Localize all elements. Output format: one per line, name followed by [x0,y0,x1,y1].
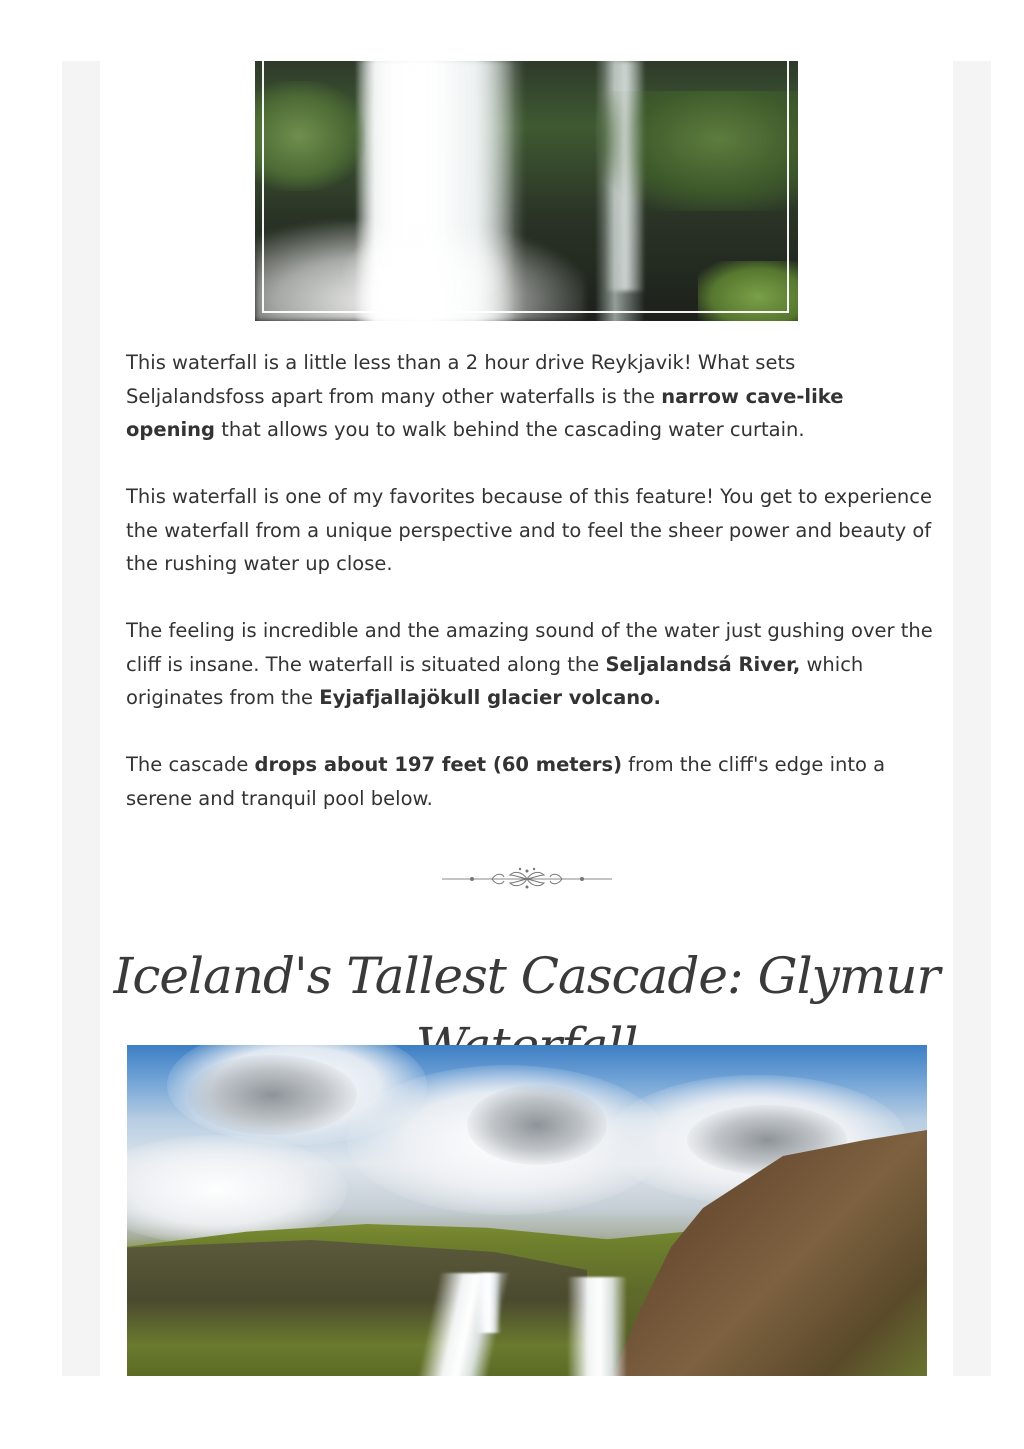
paragraph-text: The cascade [126,753,255,776]
section-heading: Iceland's Tallest Cascade: Glymur [113,947,940,1005]
paragraph-text: that allows you to walk behind the cascading water curtain. [215,418,805,441]
left-gutter [62,61,100,1376]
paragraph-text: which originates from the [126,652,864,709]
floral-divider-icon [442,865,612,893]
paragraph-text: This waterfall is a little less than a 2 hour drive Reykjavik! What sets Seljalandsfoss apart from many other waterfalls is the [126,351,796,408]
photo-cloud [187,1055,357,1135]
bold-text: Seljalandsá River, [605,652,801,676]
paragraph-text: This waterfall is one of my favorites because of this feature! You get to experience the waterfall from a unique perspective and to feel the sheer power and beauty of the rushing water up close. [126,485,932,575]
article-content [100,61,953,1376]
bold-text: Eyjafjallajökull glacier volcano. [319,686,661,709]
paragraph-text: The feeling is incredible and the amazing sound of the water just gushing over the cliff is insane. The waterfall is situated along the [126,619,933,676]
bold-text: narrow cave-like opening [126,384,844,441]
right-gutter [953,61,991,1376]
seljalandsfoss-photo [255,61,798,321]
article-paragraph [126,480,936,581]
glymur-photo [127,1045,927,1376]
paragraph-text: from the cliff's edge into a serene and tranquil pool below. [126,753,886,810]
photo-frame [262,61,789,313]
article-paragraph [126,346,936,447]
photo-waterfall [475,1273,501,1333]
bold-text: drops about 197 feet (60 meters) [254,753,622,776]
photo-waterfall [567,1277,627,1376]
article-paragraph [126,748,936,815]
photo-cliff [127,1240,587,1376]
photo-cloud [467,1085,607,1165]
article-paragraph [126,614,936,715]
